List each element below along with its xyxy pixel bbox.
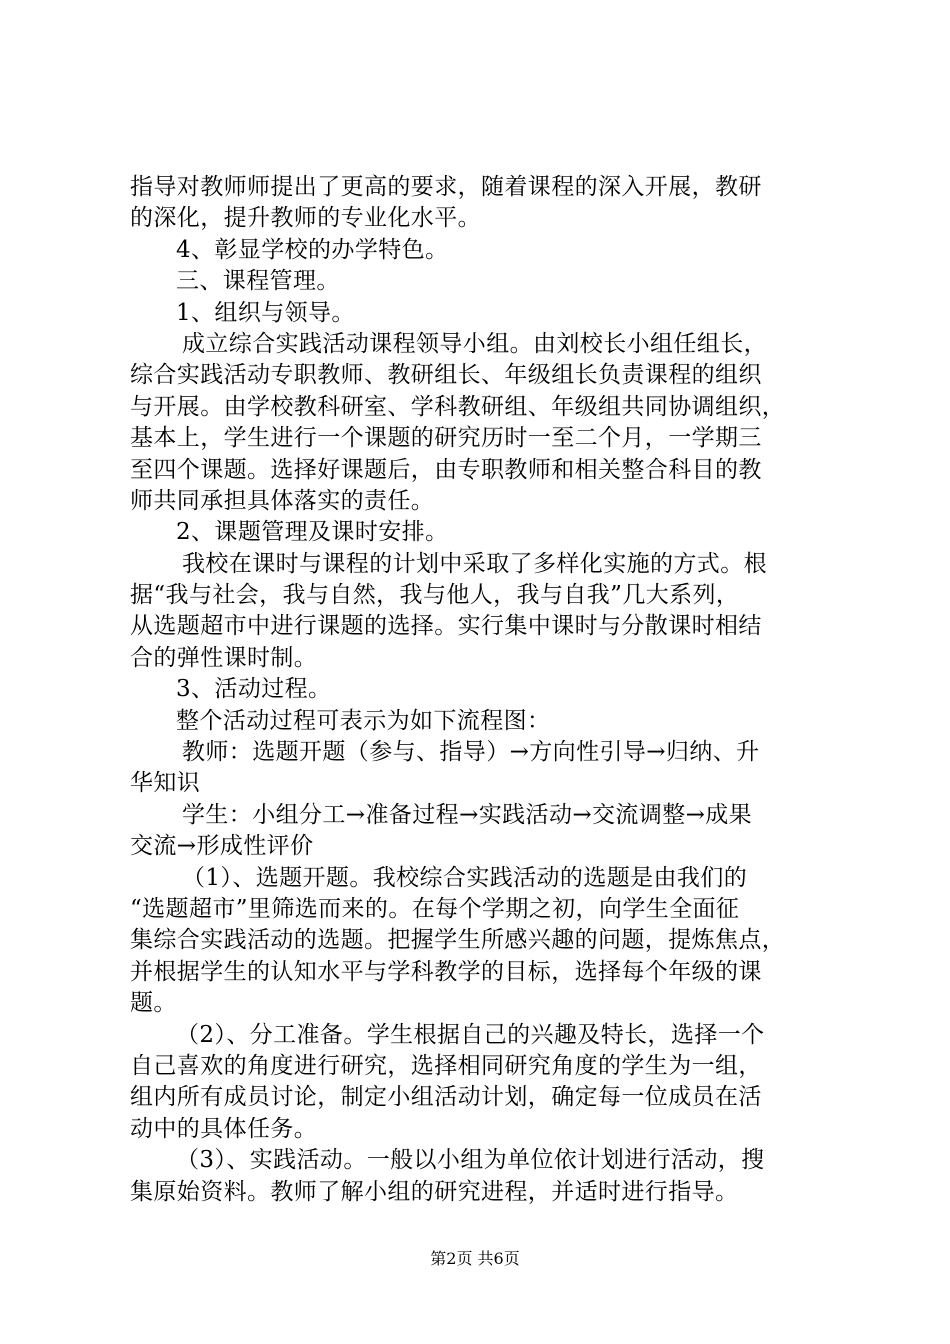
text-line: 指导对教师师提出了更高的要求，随着课程的深入开展，教研 (130, 174, 762, 200)
text-line: 集原始资料。教师了解小组的研究进程，并适时进行指导。 (130, 1178, 739, 1205)
document-body (130, 172, 830, 1208)
text-line: 3、活动过程。 (176, 676, 332, 703)
text-line: 成立综合实践活动课程领导小组。由刘校长小组任组长， (182, 330, 767, 357)
text-line: 综合实践活动专职教师、教研组长、年级组长负责课程的组织 (130, 362, 762, 389)
text-line: 4、彰显学校的办学特色。 (176, 236, 449, 263)
text-line: 自己喜欢的角度进行研究，选择相同研究角度的学生为一组， (130, 1052, 762, 1079)
text-line: 的深化，提升教师的专业化水平。 (130, 205, 481, 232)
text-line: 至四个课题。选择好课题后，由专职教师和相关整合科目的教 (130, 456, 762, 483)
text-line: 教师：选题开题（参与、指导）→方向性引导→归纳、升 (182, 739, 760, 766)
text-line: 学生：小组分工→准备过程→实践活动→交流调整→成果 (182, 801, 753, 828)
text-line: 我校在课时与课程的计划中采取了多样化实施的方式。根 (182, 550, 767, 577)
text-line: 基本上，学生进行一个课题的研究历时一至二个月，一学期三 (130, 425, 762, 452)
text-line: （3）、实践活动。一般以小组为单位依计划进行活动，搜 (176, 1147, 765, 1174)
text-line: 据“我与社会，我与自然，我与他人，我与自我”几大系列， (130, 582, 740, 609)
text-line: 整个活动过程可表示为如下流程图： (176, 707, 551, 734)
text-line: 华知识 (130, 770, 201, 797)
text-line: 动中的具体任务。 (130, 1115, 318, 1142)
text-line: 集综合实践活动的选题。把握学生所感兴趣的问题，提炼焦点， (130, 927, 786, 954)
page-footer: 第2页 共6页 (430, 1249, 520, 1268)
text-line: 合的弹性课时制。 (130, 644, 318, 671)
text-line: （2）、分工准备。学生根据自己的兴趣及特长，选择一个 (176, 1021, 765, 1048)
text-line: 并根据学生的认知水平与学科教学的目标，选择每个年级的课 (130, 958, 762, 985)
text-line: 1、组织与领导。 (176, 299, 355, 326)
text-line: 与开展。由学校教科研室、学科教研组、年级组共同协调组织， (130, 393, 786, 420)
text-line: 交流→形成性评价 (130, 833, 314, 860)
text-line: 从选题超市中进行课题的选择。实行集中课时与分散课时相结 (130, 613, 762, 640)
text-line: 师共同承担具体落实的责任。 (130, 487, 435, 514)
text-line: 题。 (130, 990, 177, 1017)
text-line: “选题超市”里筛选而来的。在每个学期之初，向学生全面征 (130, 895, 740, 922)
text-line: 2、课题管理及课时安排。 (176, 519, 449, 546)
text-line: （1）、选题开题。我校综合实践活动的选题是由我们的 (182, 864, 748, 891)
text-line: 组内所有成员讨论，制定小组活动计划，确定每一位成员在活 (130, 1084, 762, 1111)
text-line: 三、课程管理。 (176, 268, 340, 295)
